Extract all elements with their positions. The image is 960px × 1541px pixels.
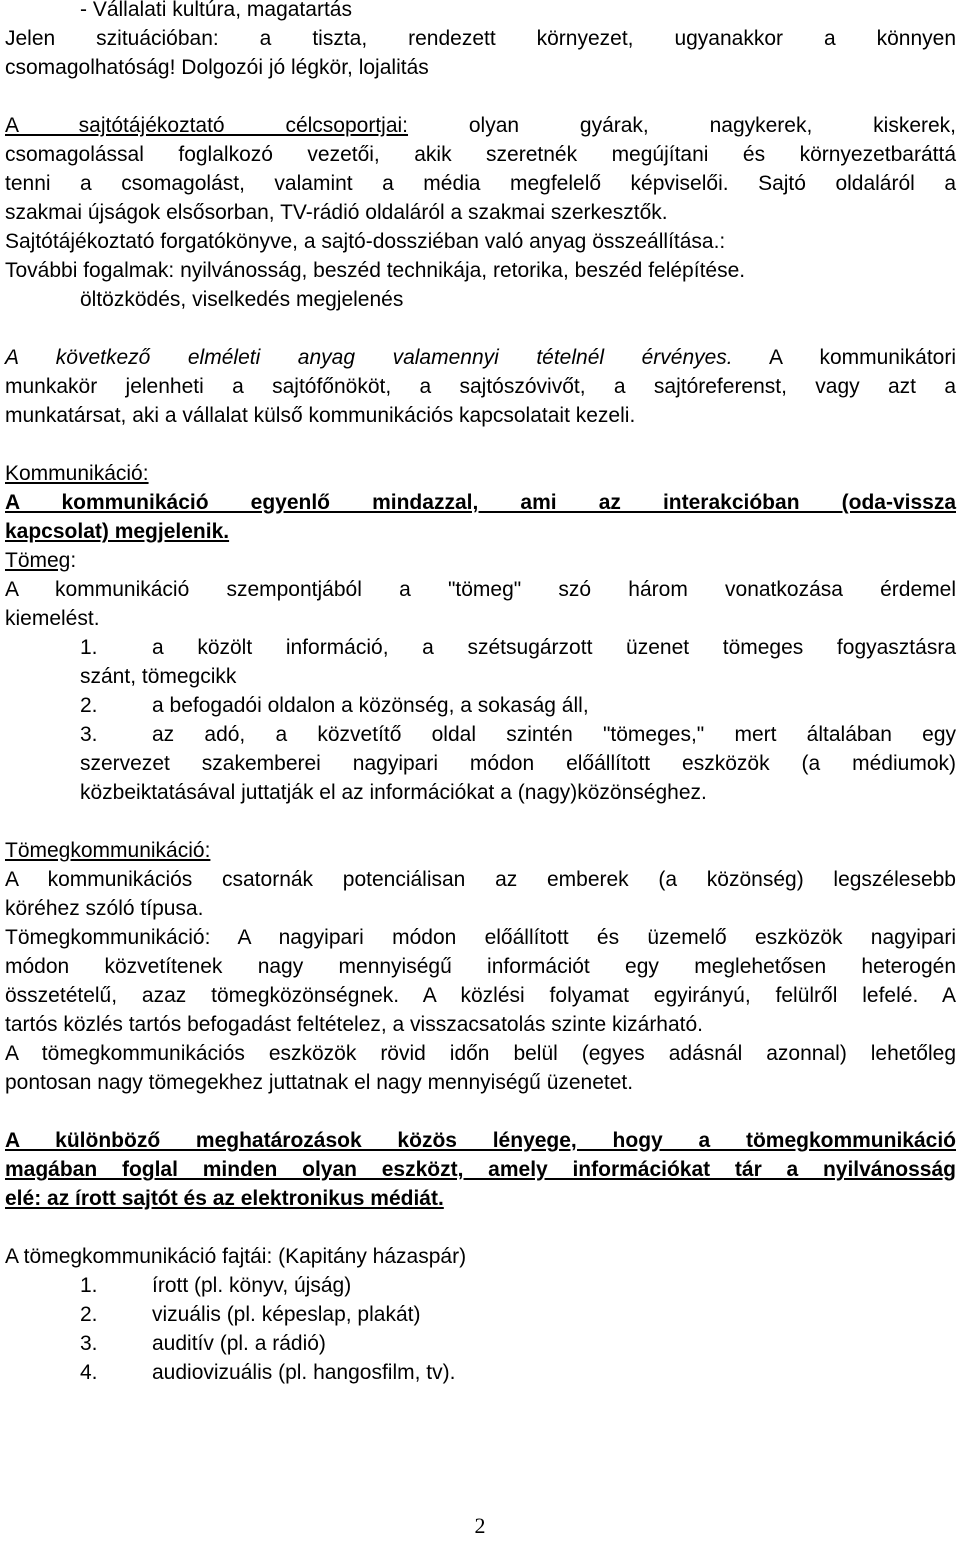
target-line-4: szakmai újságok elsősorban, TV-rádió oldaláról a szakmai szerkesztők. (5, 201, 668, 224)
types-item-4 (80, 1359, 956, 1388)
theory-italic: A következő elméleti anyag valamennyi tételnél érvényes. (5, 346, 733, 369)
list-number: 3. (80, 723, 98, 746)
masscomm-p2-line-2: módon közvetítenek nagy mennyiségű információt egy meglehetősen heterogén (5, 955, 956, 978)
theory-line-2: munkakör jelenheti a sajtófőnököt, a sajtószóvivőt, a sajtóreferenst, vagy azt a (5, 375, 956, 398)
target-line-6: További fogalmak: nyilvánosság, beszéd technikája, retorika, beszéd felépítése. (5, 259, 746, 282)
mass-item-3-cont-2: közbeiktatásával juttatják el az információkat a (nagy)közönséghez. (80, 781, 707, 804)
theory-line-1 (5, 344, 956, 373)
masscomm-heading: Tömegkommunikáció: (5, 839, 211, 862)
target-line-2: csomagolással foglalkozó vezetői, akik szeretnék megújítani és környezetbaráttá (5, 143, 956, 166)
types-item-1 (80, 1272, 956, 1301)
list-number: 4. (80, 1361, 98, 1384)
list-text: vizuális (pl. képeslap, plakát) (152, 1303, 421, 1326)
culture-line-3: csomagolhatóság! Dolgozói jó légkör, lojalitás (5, 56, 429, 79)
target-line-1-rest: olyan gyárak, nagykerek, kiskerek, (408, 114, 957, 137)
essence-line-1: A különböző meghatározások közös lényege, hogy a tömegkommunikáció (5, 1129, 956, 1152)
mass-item-2 (80, 692, 956, 721)
list-number: 2. (80, 694, 98, 717)
types-item-2 (80, 1301, 956, 1330)
list-text: a közölt információ, a szétsugárzott üzenet tömeges fogyasztásra (152, 636, 956, 659)
mass-item-1-cont: szánt, tömegcikk (80, 665, 237, 688)
mass-line-2: kiemelést. (5, 607, 100, 630)
list-number: 1. (80, 636, 98, 659)
list-text: auditív (pl. a rádió) (152, 1332, 326, 1355)
mass-heading-text: Tömeg (5, 549, 71, 572)
target-line-3: tenni a csomagolást, valamint a média megfelelő képviselői. Sajtó oldaláról a (5, 172, 956, 195)
masscomm-p1-line-2: köréhez szóló típusa. (5, 897, 204, 920)
communication-definition-line-2: kapcsolat) megjelenik. (5, 520, 230, 543)
masscomm-p2-line-3: összetételű, azaz tömegközönségnek. A közlési folyamat egyirányú, felülről lefelé. A (5, 984, 956, 1007)
target-line-1 (5, 112, 956, 141)
list-text: audiovizuális (pl. hangosfilm, tv). (152, 1361, 456, 1384)
types-intro: A tömegkommunikáció fajtái: (Kapitány házaspár) (5, 1245, 467, 1268)
masscomm-p1-line-1: A kommunikációs csatornák potenciálisan az emberek (a közönség) legszélesebb (5, 868, 956, 891)
mass-item-3 (80, 721, 956, 750)
mass-heading (5, 547, 956, 576)
target-label: A sajtótájékoztató célcsoportjai: (5, 114, 409, 137)
list-text: a befogadói oldalon a közönség, a sokaság áll, (152, 694, 589, 717)
page-number: 2 (474, 1513, 486, 1538)
culture-heading: - Vállalati kultúra, magatartás (80, 0, 352, 21)
mass-heading-colon: : (70, 549, 77, 572)
communication-definition-line-1: A kommunikáció egyenlő mindazzal, ami az interakcióban (oda-vissza (5, 491, 956, 514)
culture-line-2: Jelen szituációban: a tiszta, rendezett környezet, ugyanakkor a könnyen (5, 27, 956, 50)
mass-line-1: A kommunikáció szempontjából a "tömeg" szó három vonatkozása érdemel (5, 578, 956, 601)
masscomm-p3-line-2: pontosan nagy tömegekhez juttatnak el nagy mennyiségű üzenetet. (5, 1071, 634, 1094)
target-line-5: Sajtótájékoztató forgatókönyve, a sajtó-dossziéban való anyag összeállítása.: (5, 230, 726, 253)
list-number: 2. (80, 1303, 98, 1326)
communication-heading: Kommunikáció: (5, 462, 149, 485)
list-text: az adó, a közvetítő oldal szintén "tömeges," mert általában egy (152, 723, 956, 746)
masscomm-p2-line-4: tartós közlés tartós befogadást feltételez, a visszacsatolás szinte kizárható. (5, 1013, 704, 1036)
essence-line-3: elé: az írott sajtót és az elektronikus médiát. (5, 1187, 444, 1210)
list-text: írott (pl. könyv, újság) (152, 1274, 352, 1297)
target-line-7: öltözködés, viselkedés megjelenés (80, 288, 404, 311)
masscomm-p3-line-1: A tömegkommunikációs eszközök rövid időn belül (egyes adásnál azonnal) lehetőleg (5, 1042, 956, 1065)
mass-item-3-cont-1: szervezet szakemberei nagyipari módon előállított eszközök (a médiumok) (80, 752, 956, 775)
mass-item-1 (80, 634, 956, 663)
essence-line-2: magában foglal minden olyan eszközt, amely információkat tár a nyilvánosság (5, 1158, 956, 1181)
masscomm-p2-line-1: Tömegkommunikáció: A nagyipari módon előállított és üzemelő eszközök nagyipari (5, 926, 956, 949)
list-number: 1. (80, 1274, 98, 1297)
theory-line-1-rest: A kommunikátori (732, 346, 956, 369)
theory-line-3: munkatársat, aki a vállalat külső kommunikációs kapcsolatait kezeli. (5, 404, 636, 427)
list-number: 3. (80, 1332, 98, 1355)
types-item-3 (80, 1330, 956, 1359)
